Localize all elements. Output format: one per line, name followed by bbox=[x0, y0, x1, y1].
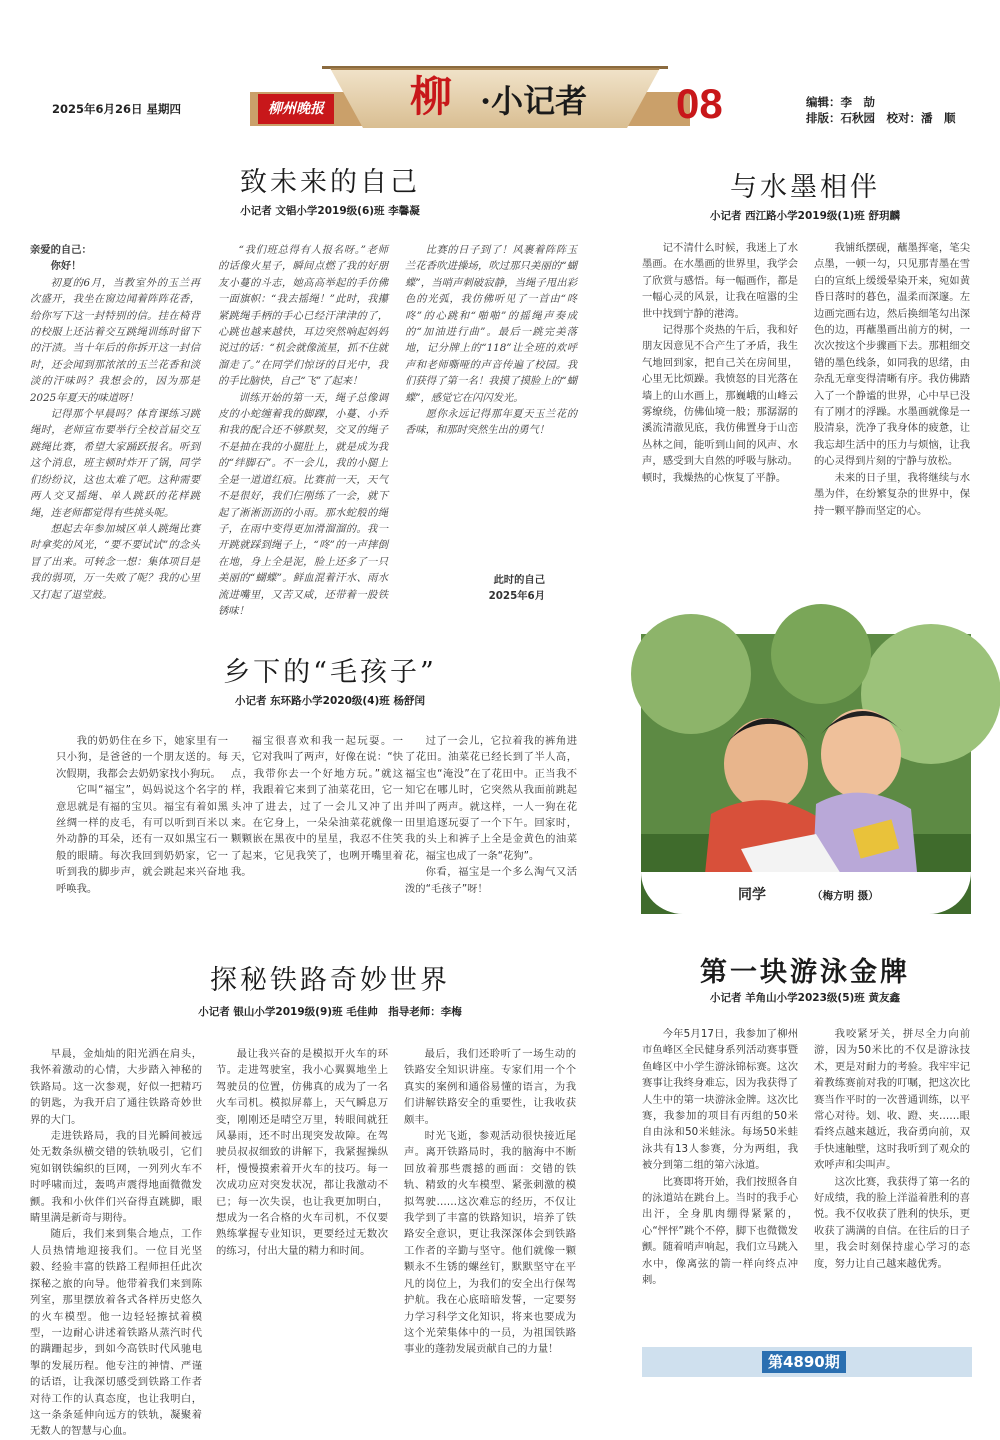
paragraph: 记得那个早晨吗？体育课练习跳绳时，老师宣布要举行全校首届交互跳绳比赛，希望大家踊跃报名。听到这个消息，班主顿时炸开了锅，同学们纷纷议，这也太难了吧。这种需要两人交叉摇绳、单人跳跃的花样跳绳，连老师都觉得有些挑头呢。 bbox=[30, 408, 200, 519]
paragraph: 最后，我们还聆听了一场生动的铁路安全知识讲座。专家们用一个个真实的案例和通俗易懂的语言，为我们讲解铁路安全的重要性，让我收获颇丰。 bbox=[404, 1048, 576, 1126]
photo-caption-box bbox=[641, 872, 971, 914]
paragraph: 早晨，金灿灿的阳光洒在肩头，我怀着激动的心情，大步踏入神秘的铁路局。这一次参观，好似一把精巧的钥匙，为我开启了通往铁路奇妙世界的大门。 bbox=[30, 1048, 202, 1126]
newspaper-logo: 柳州晚报 bbox=[258, 94, 334, 124]
article-column bbox=[231, 733, 403, 913]
paragraph: 我咬紧牙关，拼尽全力向前游，因为50米比的不仅是游泳技术，更是对耐力的考验。我牢牢记着教练赛前对我的叮嘱，把这次比赛当作平时的一次普通训练，以平常心对待。划、收、蹬、夹……眼看终点越来越近，我奋勇向前，双手快速触壁，这时我听到了观众的欢呼声和尖叫声。 bbox=[814, 1028, 970, 1172]
article-byline: 小记者 东环路小学2020级(4)班 杨舒闰 bbox=[235, 695, 425, 707]
section-title: ·小记者 bbox=[480, 82, 588, 120]
article-column bbox=[405, 242, 577, 572]
paragraph: 它叫“福宝”，妈妈说这个名字的意思就是有福的宝贝。福宝有着如黑丝绸一样的皮毛，有可以听到百米以外动静的耳朵，还有一双如黑宝石一般的眼睛。每次我回到奶奶家，它一听到我的脚步声，就会跳起来兴奋地呼唤我。 bbox=[56, 784, 228, 895]
paragraph: 这次比赛，我获得了第一名的好成绩，我的脸上洋溢着胜利的喜悦。我不仅收获了胜利的快乐，更收获了满满的自信。在往后的日子里，我会时刻保持虚心学习的态度，努力让自己越来越优秀。 bbox=[814, 1175, 970, 1270]
paragraph: 今年5月17日，我参加了柳州市鱼峰区全民健身系列活动赛事暨鱼峰区中小学生游泳锦标赛。这次赛事让我终身难忘，因为我获得了人生中的第一块游泳金牌。这次比赛，我参加的项目有丙组的50米自由泳和50米蛙泳。每场50米蛙泳共有13人参赛，分为两组，我被分到第二组的第六泳道。 bbox=[642, 1028, 798, 1172]
paragraph: 比赛即将开始，我们按照各自的泳道站在跳台上。当时的我手心出汗，全身肌肉绷得紧紧的，心“怦怦”跳个不停，脚下也微微发颤。随着哨声响起，我们立马跳入水中，像离弦的箭一样向终点冲刺。 bbox=[642, 1175, 798, 1287]
article-title: 乡下的“毛孩子” bbox=[223, 657, 437, 688]
paragraph: “我们班总得有人报名呀。”老师的话像火星子，瞬间点燃了我的好朋友小蔓的斗志，她高高举起的手仿佛一面旗帜：“我去摇绳！”此时，我攥紧跳绳手柄的手心已经汗津津的了，心跳也越来越快，耳边突然响起妈妈说过的话：“机会就像流星，抓不住就溜走了。”在同学们惊讶的目光中，我的手比脑快，自己“飞”了起来！ bbox=[218, 244, 389, 388]
article-column bbox=[30, 242, 200, 604]
article-title: 与水墨相伴 bbox=[730, 172, 880, 203]
photo-caption: 同学 bbox=[738, 887, 766, 903]
paragraph: 未来的日子里，我将继续与水墨为伴，在纷繁复杂的世界中，保持一颗平静而坚定的心。 bbox=[814, 471, 970, 517]
paragraph: 训练开始的第一天，绳子总像调皮的小蛇缠着我的脚踝，小蔓、小乔和我的配合还不够默契，交叉的绳子不是抽在我的小腿肚上，就是成为我的“绊脚石”。不一会儿，我的小腿上全是一道道红痕。比赛前一天，天气不是很好，我们仨刚练了一会，就下起了淅淅沥沥的小雨。那水蛇般的绳子，在雨中变得更加滑溜溜的。我一开跳就踩到绳子上，“咚”的一声摔倒在地，身上全是泥，脸上还多了一只美丽的“蝴蝶”。鲜血混着汗水、雨水流进嘴里，又苦又咸，还带着一股铁锈味！ bbox=[218, 391, 388, 617]
article-column bbox=[814, 1026, 970, 1344]
paragraph: 时光飞逝，参观活动很快接近尾声。离开铁路局时，我的脑海中不断回放着那些震撼的画面：交错的铁轨、精致的火车模型、紧张刺激的模拟驾驶……这次难忘的经历，不仅让我学到了丰富的铁路知识，培养了铁路安全意识，更让我深深体会到铁路工作者的辛勤与坚守。他们就像一颗颗永不生锈的螺丝钉，默默坚守在平凡的岗位上，为我们的安全出行保驾护航。我在心底暗暗发誓，一定要努力学习科学文化知识，将来也要成为这个光荣集体中的一员，为祖国铁路事业的蓬勃发展贡献自己的力量！ bbox=[404, 1130, 576, 1356]
photo-credit: （梅方明 摄） bbox=[812, 890, 879, 902]
issue-date: 2025年6月26日 星期四 bbox=[52, 102, 182, 116]
article-title: 致未来的自己 bbox=[240, 167, 420, 198]
paragraph: 我的奶奶住在乡下，她家里有一只小狗，是爸爸的一个朋友送的。每次假期，我都会去奶奶家找小狗玩。 bbox=[56, 735, 228, 780]
paragraph: 想起去年参加城区单人跳绳比赛时拿奖的风光，“要不要试试”的念头冒了出来。可转念一想：集体项目是我的弱项，万一失败了呢？我的心里又打起了退堂鼓。 bbox=[30, 522, 200, 601]
article-column bbox=[405, 733, 577, 913]
paragraph: 我铺纸摆砚，蘸墨挥毫，笔尖点墨，一顿一勾，只见那青墨在雪白的宣纸上缓缓晕染开来，宛如黄昏日落时的暮色，温柔而深邃。左边画完画右边，然后换细笔勾出深色的边，再蘸墨画出前方的树，一次次按这个步骤画下去。那粗细交错的墨色线条，如同我的思绪，由杂乱无章变得清晰有序。我仿佛踏入了一个静谧的世界，心中早已没有了刚才的浮躁。水墨画就像是一股清泉，洗净了我身体的疲惫，让我忘却生活中的压力与烦恼，让我的心灵得到片刻的宁静与放松。 bbox=[814, 242, 970, 468]
article-byline: 小记者 文锠小学2019级(6)班 李馨凝 bbox=[240, 205, 420, 217]
paragraph: 记不清什么时候，我迷上了水墨画。在水墨画的世界里，我学会了欣赏与感悟。每一幅画作，都是一幅心灵的风景，让我在喧嚣的尘世中找到宁静的港湾。 bbox=[642, 242, 798, 320]
letter-hello: 你好！ bbox=[50, 260, 82, 273]
article-title: 第一块游泳金牌 bbox=[700, 957, 910, 988]
article-column bbox=[30, 1046, 202, 1438]
paragraph: 初夏的6月，当教室外的玉兰再次盛开，我坐在窗边闻着阵阵花香，给你写下这一封特别的信。挂在椅背的校服上还沾着交互跳绳训练时留下的汗渍。当十年后的你拆开这一封信时，还会闻到那浓浓的玉兰花香和淡淡的汗味吗？我想会的，因为那是2025年夏天的味道呀！ bbox=[30, 276, 200, 404]
article-column bbox=[216, 1046, 388, 1376]
page-number: 08 bbox=[676, 80, 723, 127]
article-byline: 小记者 西江路小学2019级(1)班 舒玥麟 bbox=[710, 210, 900, 222]
paragraph: 最让我兴奋的是模拟开火车的环节。走进驾驶室，我小心翼翼地坐上驾驶员的位置，仿佛真的成为了一名火车司机。模拟屏幕上，天气瞬息万变，刚刚还是晴空万里，转眼间就狂风暴雨，还不时出现突发故障。在驾驶员叔叔细致的讲解下，我紧握操纵杆，慢慢摸索着开火车的技巧。每一次成功应对突发状况，都让我激动不已；每一次失误，也让我更加明白，想成为一名合格的火车司机，不仅要熟练掌握专业知识，更要经过无数次的练习，付出大量的精力和时间。 bbox=[216, 1048, 388, 1257]
paragraph: 走进铁路局，我的目光瞬间被远处无数条纵横交错的铁轨吸引，它们宛如钢铁编织的巨网，一列列火车不时呼啸而过，轰鸣声震得地面微微发颤。我和小伙伴们兴奋得直跳脚，眼睛里满是新奇与期待。 bbox=[30, 1130, 202, 1225]
article-column bbox=[814, 240, 970, 570]
section-title-liu: 柳 bbox=[410, 72, 453, 121]
paragraph: 你看，福宝是一个多么淘气又活泼的“毛孩子”呀！ bbox=[405, 866, 577, 895]
issue-number: 第4890期 bbox=[762, 1351, 846, 1373]
paragraph: 愿你永远记得那年夏天玉兰花的香味，和那时突然生出的勇气！ bbox=[405, 408, 577, 437]
article-column bbox=[218, 242, 389, 617]
article-column bbox=[642, 240, 798, 570]
article-byline: 小记者 羊角山小学2023级(5)班 黄友鑫 bbox=[710, 992, 900, 1004]
article-column bbox=[404, 1046, 576, 1376]
paragraph: 过了一会儿，它拉着我的裤角进了花田。油菜花已经长到了半人高，福宝也“淹没”在了花田中。正当我不知它在哪儿时，它突然从我面前跳起并叫了两声。就这样，一人一狗在花田里追逐玩耍了一个下午。回家时，我的头上和裤子上全是金黄色的油菜花，福宝也成了一条“花狗”。 bbox=[405, 735, 577, 862]
article-title: 探秘铁路奇妙世界 bbox=[210, 965, 450, 996]
letter-signature: 此时的自己 2025年6月 bbox=[488, 574, 545, 603]
paragraph: 记得那个炎热的午后，我和好朋友因意见不合产生了矛盾，我生气地回到家，把自己关在房间里，心里无比烦躁。我愤怒的目光落在墙上的山水画上，那巍峨的山峰云雾缭绕，仿佛仙境一般；那潺潺的溪流清澈见底，我仿佛置身于山峦丛林之间，能听到山间的风声、水声，感受到大自然的呼吸与脉动。顿时，我燥热的心恢复了平静。 bbox=[642, 324, 798, 484]
paragraph: 随后，我们来到集合地点，工作人员热情地迎接我们。一位目光坚毅、经验丰富的铁路工程师担任此次探秘之旅的向导。他带着我们来到陈列室，那里摆放着各式各样历史悠久的火车模型。他一边轻轻擦拭着模型，一边耐心讲述着铁路从蒸汽时代的蹒跚起步，到如今高铁时代风驰电掣的发展历程。他专注的神情、严谨的话语，让我深切感受到铁路工作者对待工作的认真态度，也让我明白，这一条条延伸向远方的铁轨，凝聚着无数人的智慧与心血。 bbox=[30, 1228, 202, 1438]
editor-credits: 编辑：李 劼 排版：石秋园 校对：潘 顺 bbox=[806, 95, 956, 125]
article-column bbox=[56, 733, 228, 913]
article-column bbox=[642, 1026, 798, 1344]
paragraph: 福宝很喜欢和我一起玩耍。一天，它对我叫了两声，好像在说：“快点，我带你去一个好地方玩。”就这样，我跟着它来到了油菜花田，它一头冲了进去，过了一会儿又冲了出来。在它身上，一朵朵油菜花就像一颗颗嵌在黑夜中的星星，我忍不住笑了起来，它见我笑了，也咧开嘴里着我。 bbox=[231, 735, 403, 879]
article-byline: 小记者 银山小学2019级(9)班 毛佳帅 指导老师：李梅 bbox=[198, 1006, 462, 1018]
paragraph: 比赛的日子到了！风裹着阵阵玉兰花香吹进操场，吹过那只美丽的“蝴蝶”，当哨声刺破寂静，当绳子甩出彩色的光弧，我仿佛听见了一首由“咚咚”的心跳和“啪啪”的摇绳声奏成的“加油进行曲”。最后一跳完美落地，记分牌上的“118”让全班的欢呼声和老师嘶哑的声音传遍了校园。我们获得了第一名！我摸了摸脸上的“蝴蝶”，感觉它在闪闪发光。 bbox=[405, 244, 577, 404]
letter-greeting: 亲爱的自己： bbox=[30, 244, 92, 256]
